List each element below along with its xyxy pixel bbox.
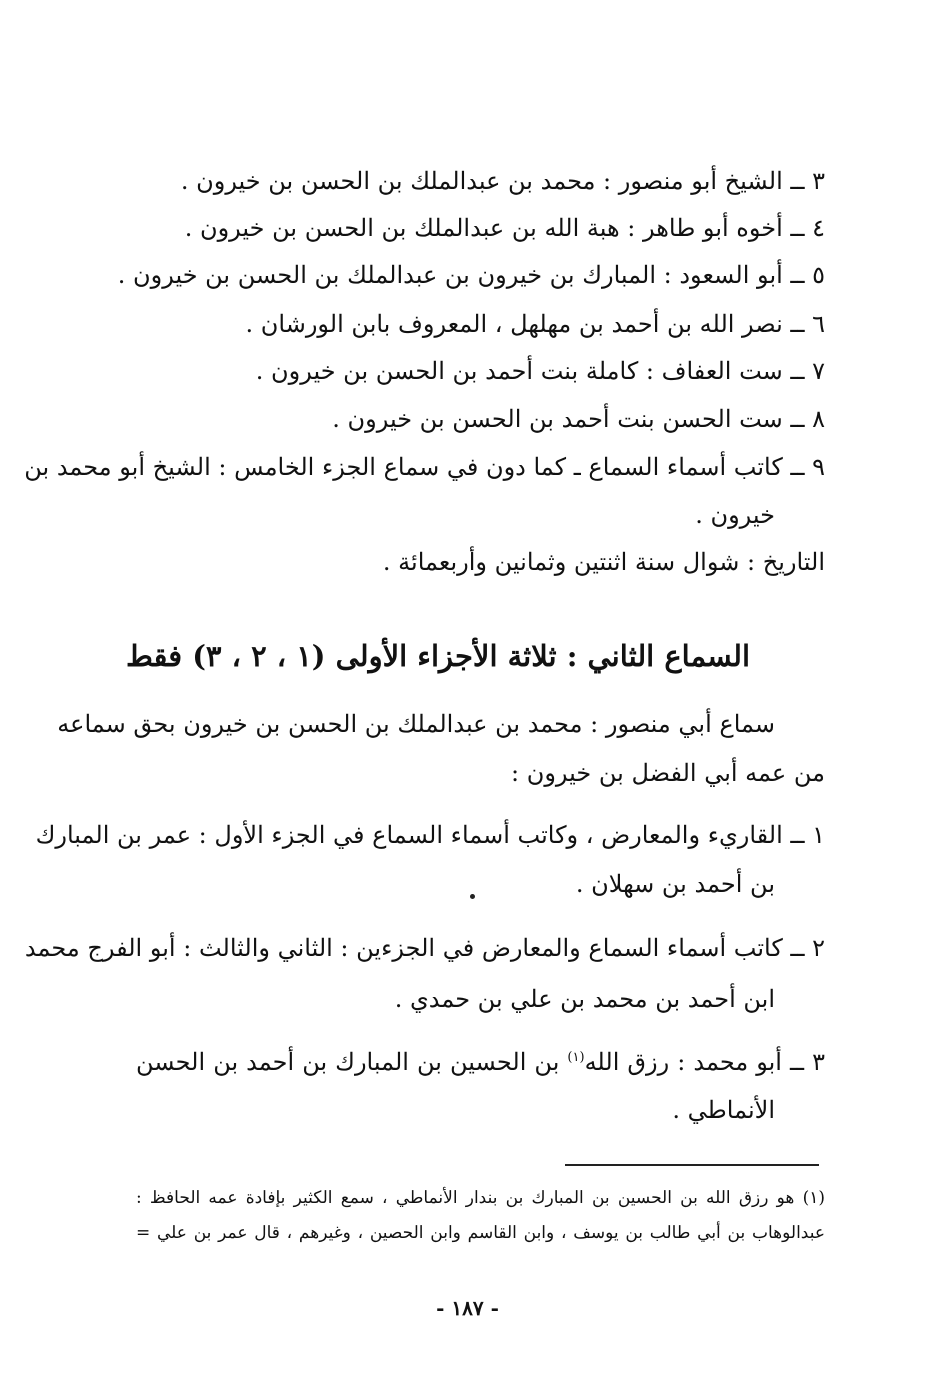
sub-item-3-line1 (136, 1045, 825, 1079)
sub-item-2-line1: ٢ ــ كاتب أسماء السماع والمعارض في الجزءين : الثاني والثالث : أبو الفرج محمد (24, 934, 825, 962)
page-number: - ١٨٧ - (436, 1296, 499, 1320)
list-item-5: ٥ ــ أبو السعود : المبارك بن خيرون بن عبدالملك بن الحسن بن خيرون . (117, 261, 825, 289)
paragraph-line1: سماع أبي منصور : محمد بن عبدالملك بن الحسن بن خيرون بحق سماعه (57, 710, 775, 738)
sub-item-1-line1: ١ ــ القاريء والمعارض ، وكاتب أسماء السماع في الجزء الأول : عمر بن المبارك (35, 821, 825, 849)
sub-item-3-line2: الأنماطي . (672, 1096, 775, 1124)
list-item-9-line2: خيرون . (695, 501, 775, 529)
sub-item-3-text-b: بن الحسين بن المبارك بن أحمد بن الحسن (136, 1048, 568, 1076)
footnote-line2: عبدالوهاب بن أبي طالب بن يوسف ، وابن القاسم وابن الحصين ، وغيرهم ، قال عمر بن علي = (136, 1223, 825, 1243)
footnote-reference: (١) (567, 1050, 585, 1065)
list-item-4: ٤ ــ أخوه أبو طاهر : هبة الله بن عبدالملك بن الحسن بن خيرون . (184, 214, 825, 242)
list-item-3: ٣ ــ الشيخ أبو منصور : محمد بن عبدالملك بن الحسن بن خيرون . (180, 167, 825, 195)
stray-dot (470, 894, 475, 899)
footnote-line1: (١) هو رزق الله بن الحسين بن المبارك بن بندار الأنماطي ، سمع الكثير بإفادة عمه الحافظ : (136, 1188, 825, 1208)
list-item-8: ٨ ــ ست الحسن بنت أحمد بن الحسن بن خيرون . (332, 405, 825, 433)
sub-item-3-text-a: ٣ ــ أبو محمد : رزق الله (584, 1048, 825, 1076)
paragraph-line2: من عمه أبي الفضل بن خيرون : (511, 759, 825, 787)
section-heading: السماع الثاني : ثلاثة الأجزاء الأولى (١ ، ٢ ، ٣) فقط (126, 639, 750, 673)
list-item-7: ٧ ــ ست العفاف : كاملة بنت أحمد بن الحسن بن خيرون . (255, 357, 825, 385)
sub-item-2-line2: ابن أحمد بن محمد بن علي بن حمدي . (394, 985, 775, 1013)
list-item-6: ٦ ــ نصر الله بن أحمد بن مهلهل ، المعروف بابن الورشان . (245, 310, 825, 338)
sub-item-1-line2: بن أحمد بن سهلان . (575, 870, 775, 898)
list-item-9-line1: ٩ ــ كاتب أسماء السماع ـ كما دون في سماع الجزء الخامس : الشيخ أبو محمد بن (24, 453, 825, 481)
date-line: التاريخ : شوال سنة اثنتين وثمانين وأربعمائة . (382, 548, 825, 576)
footnote-divider (565, 1164, 819, 1166)
